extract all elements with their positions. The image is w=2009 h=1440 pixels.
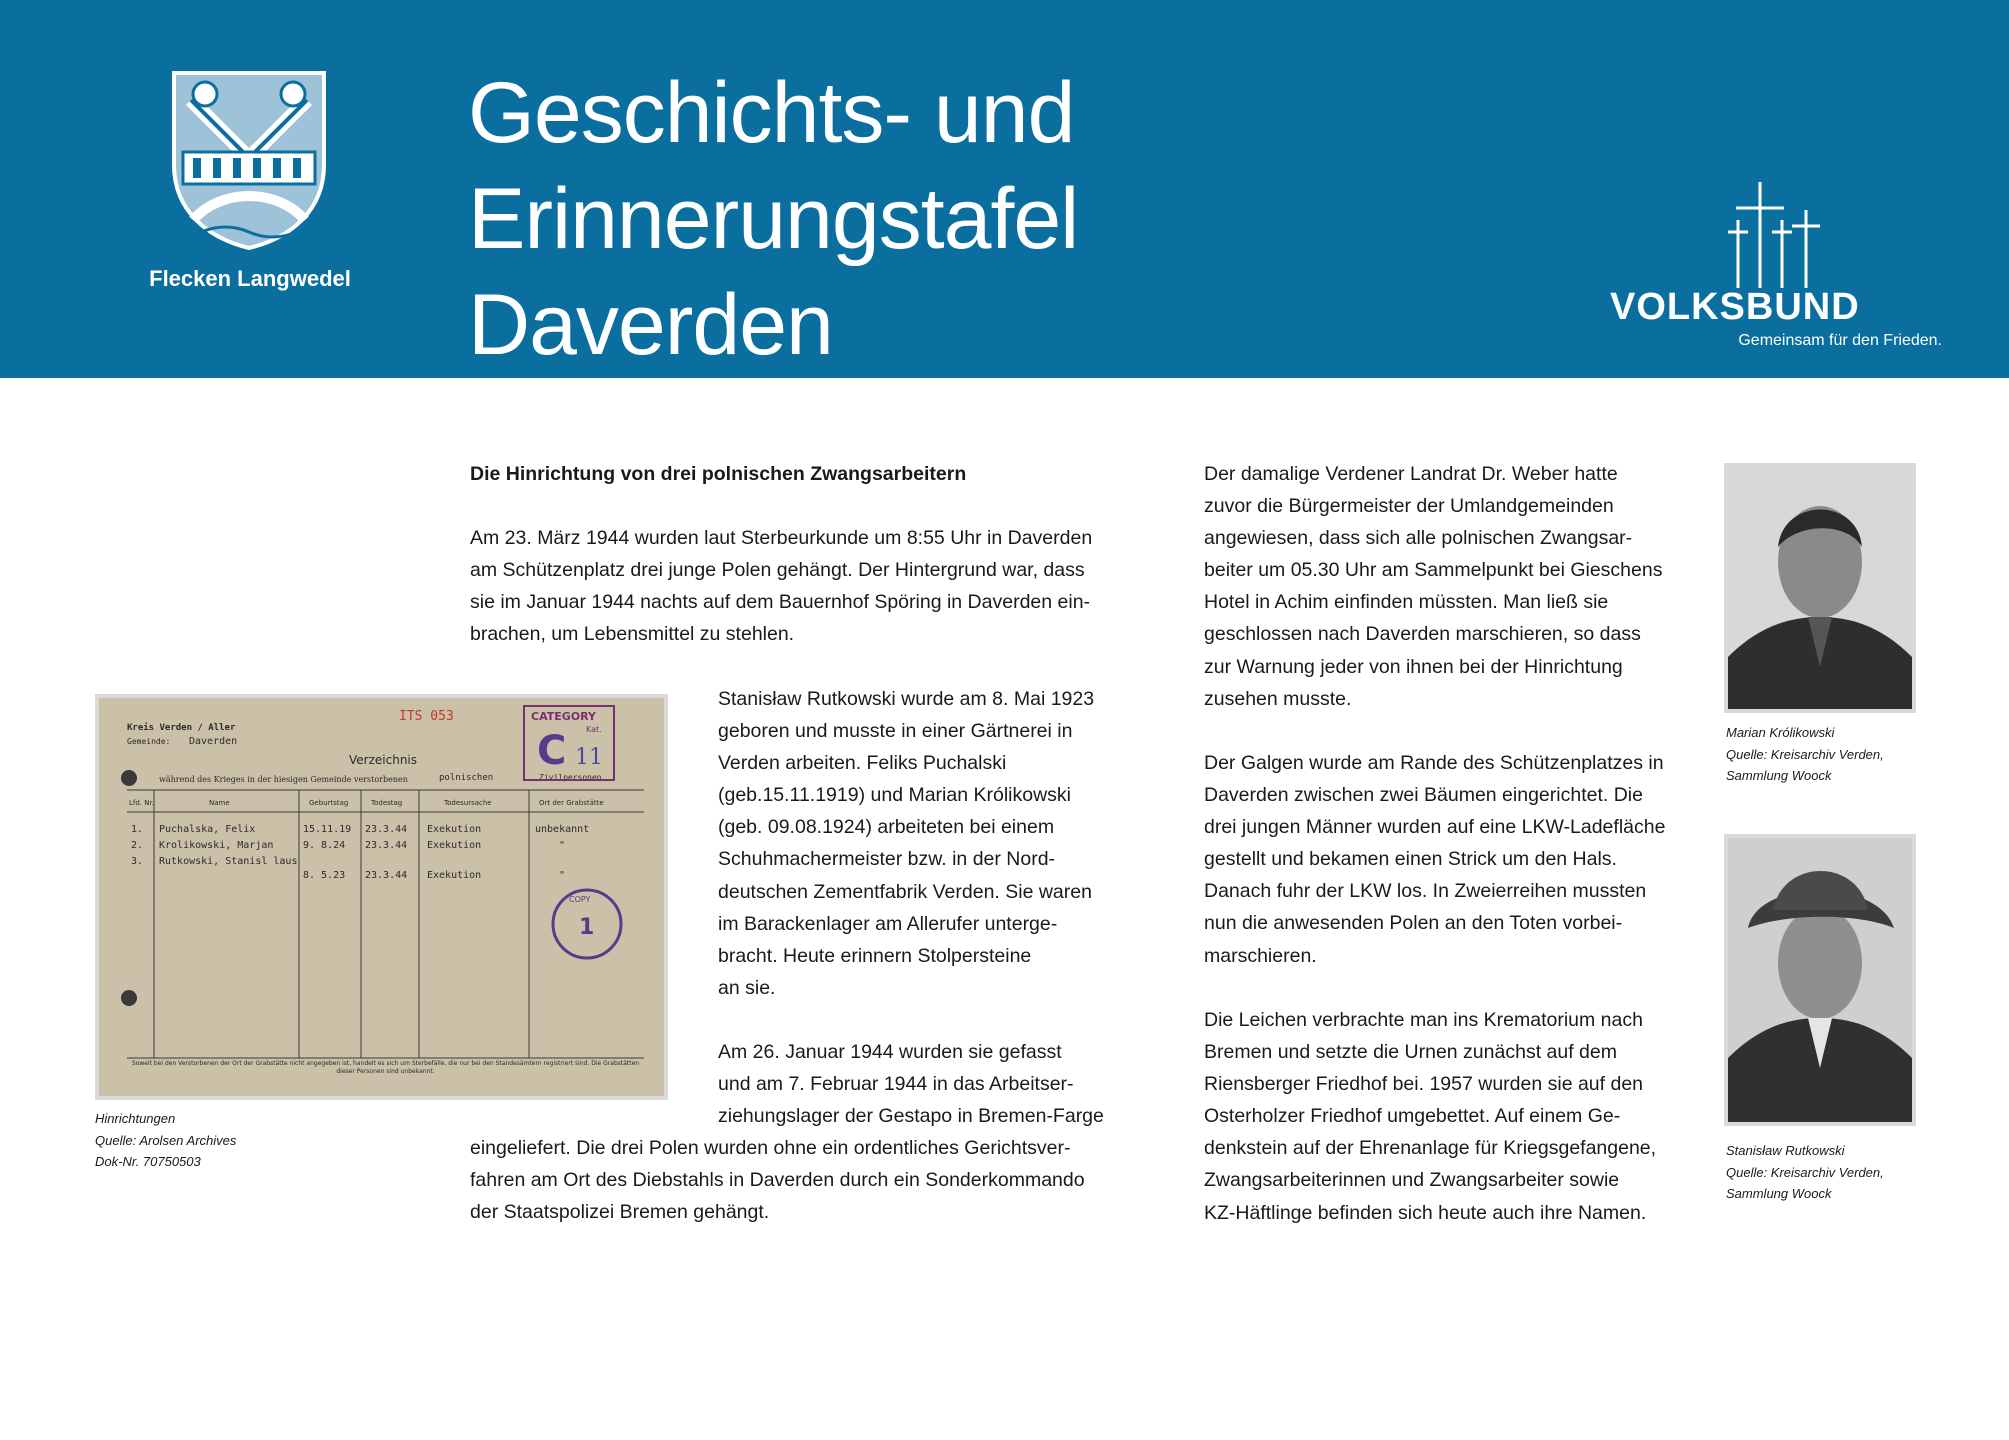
text-line: beiter um 05.30 Uhr am Sammelpunkt bei Gieschens [1204, 559, 1663, 582]
text-line: marschieren. [1204, 944, 1317, 967]
gallows-paragraph [1204, 747, 1704, 972]
row-grave: unbekannt [535, 824, 590, 835]
text-line: geboren und musste in einer Gärtnerei in [718, 720, 1073, 743]
document-caption [95, 1108, 345, 1173]
text-line: angewiesen, dass sich alle polnischen Zwangsar- [1204, 527, 1633, 550]
row-born: 15.11.19 [303, 824, 352, 835]
text-line: Stanisław Rutkowski wurde am 8. Mai 1923 [718, 688, 1095, 710]
portrait-photo-krolikowski [1724, 463, 1916, 713]
photo2-caption [1726, 1140, 1946, 1205]
kat-label: Kat. [586, 725, 602, 734]
caption-line: Sammlung Woock [1726, 768, 1832, 783]
arrest-paragraph-indented [718, 1036, 1148, 1132]
text-line: am Schützenplatz drei junge Polen gehängt. Der Hintergrund war, dass [470, 559, 1085, 582]
caption-line: Sammlung Woock [1726, 1186, 1832, 1201]
municipality-crest-icon [171, 70, 327, 250]
header-banner [0, 0, 2009, 378]
portrait-photo-rutkowski [1724, 834, 1916, 1126]
text-line: Am 23. März 1944 wurden laut Sterbeurkunde um 8:55 Uhr in Daverden [470, 527, 1093, 549]
text-line: im Barackenlager am Allerufer unterge- [718, 912, 1058, 935]
text-line: drei jungen Männer wurden auf eine LKW-Ladefläche [1204, 816, 1666, 839]
row-born: 9. 8.24 [303, 840, 346, 851]
text-line: Daverden zwischen zwei Bäumen eingerichtet. Die [1204, 784, 1643, 807]
category-label: CATEGORY [531, 710, 596, 723]
text-line: nun die anwesenden Polen an den Toten vorbei- [1204, 912, 1623, 935]
doc-zivil: Zivilpersonen [539, 773, 602, 782]
text-line: fahren am Ort des Diebstahls in Daverden durch ein Sonderkommando [470, 1169, 1085, 1192]
title-line-2: Daverden [468, 277, 833, 373]
caption-line: Dok-Nr. 70750503 [95, 1154, 201, 1169]
text-line: Bremen und setzte die Urnen zunächst auf dem [1204, 1041, 1617, 1064]
text-line: Hotel in Achim einfinden müssten. Man ließ sie [1204, 591, 1609, 614]
text-line: Osterholzer Friedhof umgebettet. Auf einem Ge- [1204, 1105, 1621, 1128]
volksbund-crosses-icon [1726, 180, 1822, 292]
caption-line: Stanisław Rutkowski [1726, 1143, 1845, 1158]
text-line: Schuhmachermeister bzw. in der Nord- [718, 848, 1056, 871]
text-line: denkstein auf der Ehrenanlage für Kriegsgefangene, [1204, 1137, 1657, 1160]
text-line: gestellt und bekamen einen Strick um den Hals. [1204, 848, 1617, 871]
doc-heading: Verzeichnis [349, 753, 418, 767]
text-line: sie im Januar 1944 nachts auf dem Bauernhof Spöring in Daverden ein- [470, 591, 1091, 614]
text-line: (geb. 09.08.1924) arbeiteten bei einem [718, 816, 1055, 839]
text-line: zusehen musste. [1204, 687, 1352, 710]
doc-subheading: während des Krieges in der hiesigen Gemeinde verstorbenen [159, 775, 408, 784]
text-line: Riensberger Friedhof bei. 1957 wurden sie auf den [1204, 1073, 1644, 1096]
doc-kreis: Kreis Verden / Aller [127, 723, 236, 733]
caption-line: Hinrichtungen [95, 1111, 176, 1126]
punch-hole-icon [121, 770, 137, 786]
text-line: ziehungslager der Gestapo in Bremen-Farge [718, 1105, 1104, 1128]
caption-line: Marian Królikowski [1726, 725, 1835, 740]
archive-document-image [95, 694, 668, 1100]
text-line: Danach fuhr der LKW los. In Zweierreihen mussten [1204, 880, 1647, 903]
text-line: Verden arbeiten. Feliks Puchalski [718, 752, 1007, 775]
its-stamp: ITS 053 [399, 709, 454, 724]
text-line: bracht. Heute erinnern Stolpersteine [718, 944, 1032, 967]
text-line: KZ-Häftlinge befinden sich heute auch ihre Namen. [1204, 1201, 1647, 1224]
text-line: und am 7. Februar 1944 in das Arbeitser- [718, 1073, 1074, 1096]
photo1-caption [1726, 722, 1946, 787]
text-line: Zwangsarbeiterinnen und Zwangsarbeiter sowie [1204, 1169, 1620, 1192]
caption-line: Quelle: Kreisarchiv Verden, [1726, 1164, 1884, 1180]
section-heading: Die Hinrichtung von drei polnischen Zwangsarbeitern [470, 463, 967, 485]
doc-nationality: polnischen [439, 773, 494, 783]
text-line: brachen, um Lebensmittel zu stehlen. [470, 623, 795, 646]
column-header: Lfd. Nr. [129, 799, 154, 807]
text-line: an sie. [718, 976, 776, 999]
text-line: Der Galgen wurde am Rande des Schützenplatzes in [1204, 752, 1664, 774]
doc-footer: Soweit bei den Verstorbenen der Ort der Grabstätte nicht angegeben ist, handelt es sich um Sterbefälle, die nur bei den Standesämtern registriert sind. Die Grabstätten dieser Personen sind unbekannt. [131, 1060, 640, 1075]
row-grave: " [559, 840, 566, 851]
text-line: (geb.15.11.1919) und Marian Królikowski [718, 784, 1071, 807]
column-header: Todestag [371, 799, 403, 807]
portrait-drawing [1728, 467, 1912, 709]
municipality-name: Flecken Langwedel [149, 266, 351, 291]
row-died: 23.3.44 [365, 840, 408, 851]
column-header: Geburtstag [309, 799, 349, 807]
text-line: Die Leichen verbrachte man ins Krematorium nach [1204, 1009, 1643, 1031]
row-cause: Exekution [427, 824, 482, 835]
row-cause: Exekution [427, 840, 482, 851]
row-grave: " [559, 870, 566, 881]
caption-line: Quelle: Arolsen Archives [95, 1132, 237, 1148]
column-header: Name [209, 799, 230, 807]
text-line: eingeliefert. Die drei Polen wurden ohne ein ordentliches Gerichtsver- [470, 1137, 1071, 1159]
row-died: 23.3.44 [365, 870, 408, 881]
text-line: deutschen Zementfabrik Verden. Sie waren [718, 880, 1092, 903]
doc-gemeinde-label: Gemeinde: [127, 737, 171, 746]
arrest-paragraph [470, 1132, 1150, 1228]
row-cause: Exekution [427, 870, 482, 881]
portrait-drawing [1728, 838, 1912, 1122]
text-line: Am 26. Januar 1944 wurden sie gefasst [718, 1041, 1062, 1063]
title-line-1: Geschichts- und Erinnerungstafel [468, 65, 1079, 267]
biography-paragraph [718, 683, 1148, 1004]
row-died: 23.3.44 [365, 824, 408, 835]
text-line: Der damalige Verdener Landrat Dr. Weber hatte [1204, 463, 1618, 485]
row-name: Rutkowski, Stanisl laus [159, 856, 298, 867]
burial-paragraph [1204, 1004, 1704, 1229]
page-title [468, 60, 1618, 378]
copy-stamp-label: COPY [569, 895, 591, 904]
volksbund-tagline: Gemeinsam für den Frieden. [1738, 332, 1942, 349]
category-letter: C [537, 728, 567, 774]
caption-line: Quelle: Kreisarchiv Verden, [1726, 746, 1884, 762]
text-line: zuvor die Bürgermeister der Umlandgemeinden [1204, 495, 1614, 518]
volksbund-logo-text: VOLKSBUND [1610, 286, 1860, 328]
row-nr: 2. [131, 840, 144, 851]
order-paragraph [1204, 458, 1704, 715]
text-line: der Staatspolizei Bremen gehängt. [470, 1201, 770, 1224]
archive-document-drawing [99, 698, 664, 1096]
row-nr: 1. [131, 824, 144, 835]
row-nr: 3. [131, 856, 144, 867]
intro-paragraph [470, 522, 1130, 650]
punch-hole-icon [121, 990, 137, 1006]
category-number: 11 [575, 745, 603, 770]
column-header: Ort der Grabstätte [539, 799, 604, 807]
copy-stamp-number: 1 [579, 915, 595, 940]
row-born: 8. 5.23 [303, 870, 346, 881]
row-name: Krolikowski, Marjan [159, 840, 274, 851]
row-name: Puchalska, Felix [159, 824, 256, 835]
text-line: geschlossen nach Daverden marschieren, so dass [1204, 623, 1641, 646]
column-header: Todesursache [444, 799, 492, 807]
text-line: zur Warnung jeder von ihnen bei der Hinrichtung [1204, 655, 1623, 678]
doc-gemeinde: Daverden [189, 736, 238, 747]
